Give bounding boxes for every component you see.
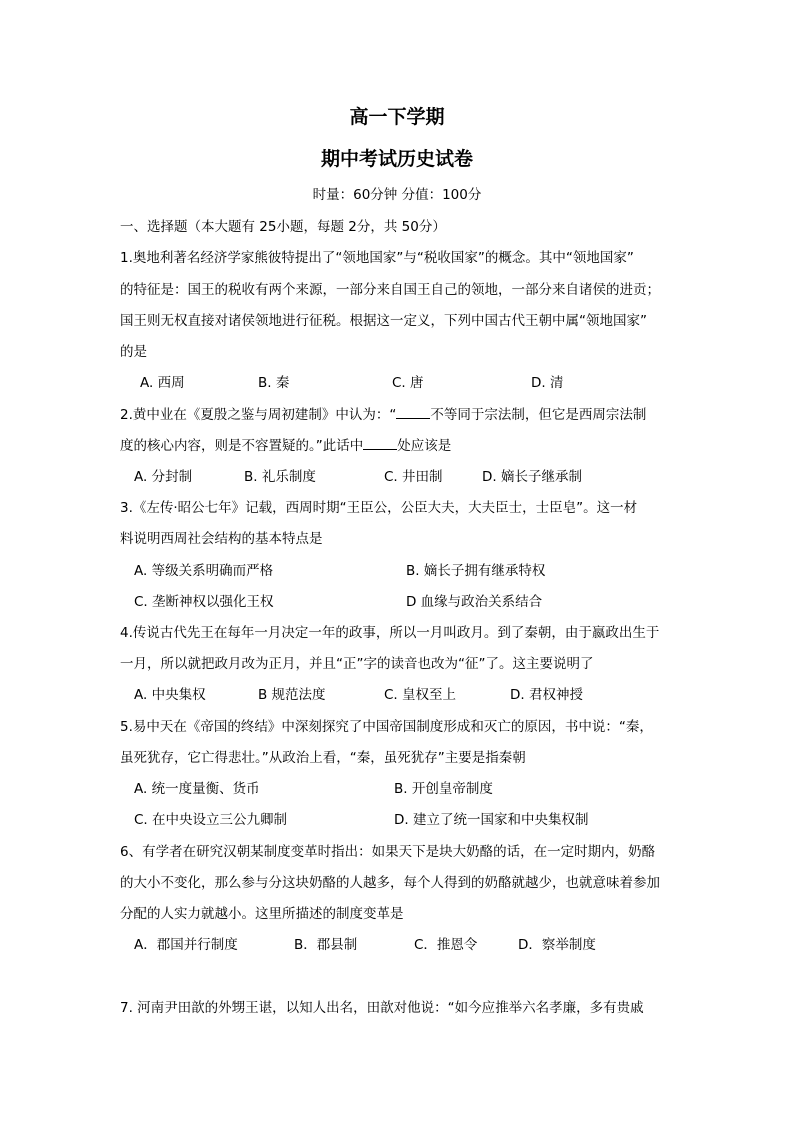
q3-line-1: 3.《左传·昭公七年》记载，西周时期“王臣公，公臣大夫，大夫臣士，士臣皂”。这一材 (120, 500, 638, 516)
q1-option-b: B. 秦 (258, 375, 290, 391)
q7-line-1: 7. 河南尹田歆的外甥王谌，以知人出名，田歆对他说：“如今应推举六名孝廉，多有贵戚 (120, 1000, 644, 1016)
page-title: 高一下学期 (349, 106, 445, 128)
q3-option-b: B. 嫡长子拥有继承特权 (406, 563, 546, 579)
q4-line-1: 4.传说古代先王在每年一月决定一年的政事，所以一月叫政月。到了秦朝，由于嬴政出生于 (120, 625, 660, 641)
q2-line-2-part-b: 处应该是 (397, 438, 452, 454)
q5-line-2: 虽死犹存，它亡得悲壮。”从政治上看，“秦，虽死犹存”主要是指秦朝 (120, 750, 526, 766)
section-heading: 一、选择题（本大题有 25小题，每题 2分，共 50分） (120, 219, 446, 235)
q3-option-a: A. 等级关系明确而严格 (134, 563, 274, 579)
exam-meta: 时量：60分钟 分值：100分 (312, 187, 482, 203)
q2-line-1 (120, 406, 646, 424)
q5-option-a: A. 统一度量衡、货币 (134, 781, 260, 797)
q6-option-c: C．推恩令 (414, 937, 478, 953)
q2-line-1-part-b: 不等同于宗法制，但它是西周宗法制 (430, 407, 647, 423)
q3-line-2: 料说明西周社会结构的基本特点是 (120, 531, 323, 547)
q1-option-c: C. 唐 (392, 375, 424, 391)
q6-line-2: 的大小不变化，那么参与分这块奶酪的人越多，每个人得到的奶酪就越少，也就意味着参加 (120, 875, 660, 891)
q2-blank-1 (396, 406, 430, 419)
q2-line-2 (120, 437, 451, 455)
q2-line-1-part-a: 2.黄中业在《夏殷之鉴与周初建制》中认为：“ (120, 407, 397, 423)
q2-line-2-part-a: 度的核心内容，则是不容置疑的。”此话中 (120, 438, 364, 454)
q6-option-a: A．郡国并行制度 (134, 937, 238, 953)
q2-blank-2 (363, 437, 397, 450)
q1-line-2: 的特征是：国王的税收有两个来源，一部分来自国王自己的领地，一部分来自诸侯的进贡； (120, 282, 660, 298)
q1-option-d: D. 清 (531, 375, 564, 391)
q4-option-c: C. 皇权至上 (384, 687, 457, 703)
q4-option-b: B 规范法度 (258, 687, 326, 703)
q5-option-d: D. 建立了统一国家和中央集权制 (394, 812, 589, 828)
q2-option-b: B. 礼乐制度 (244, 469, 316, 485)
q5-line-1: 5.易中天在《帝国的终结》中深刻探究了中国帝国制度形成和灭亡的原因，书中说：“秦， (120, 719, 653, 735)
q4-option-a: A. 中央集权 (134, 687, 206, 703)
page-subtitle: 期中考试历史试卷 (320, 148, 473, 170)
q2-option-c: C. 井田制 (384, 469, 443, 485)
q1-line-3: 国王则无权直接对诸侯领地进行征税。根据这一定义，下列中国古代王朝中属“领地国家” (120, 313, 647, 329)
q6-line-3: 分配的人实力就越小。这里所描述的制度变革是 (120, 906, 404, 922)
q1-option-a: A. 西周 (140, 375, 185, 391)
q4-option-d: D. 君权神授 (510, 687, 583, 703)
q2-option-a: A. 分封制 (134, 469, 193, 485)
q6-option-b: B．郡县制 (294, 937, 358, 953)
q5-option-b: B. 开创皇帝制度 (394, 781, 493, 797)
q6-option-d: D．察举制度 (518, 937, 596, 953)
q5-option-c: C. 在中央设立三公九卿制 (134, 812, 288, 828)
q2-option-d: D. 嫡长子继承制 (482, 469, 582, 485)
q3-option-d: D 血缘与政治关系结合 (406, 594, 543, 610)
q6-line-1: 6、有学者在研究汉朝某制度变革时指出：如果天下是块大奶酪的话，在一定时期内，奶酪 (120, 844, 656, 860)
q1-line-1: 1.奥地利著名经济学家熊彼特提出了“领地国家”与“税收国家”的概念。其中“领地国家” (120, 250, 634, 266)
q3-option-c: C. 垄断神权以强化王权 (134, 594, 274, 610)
q1-line-4: 的是 (120, 344, 147, 360)
q4-line-2: 一月，所以就把政月改为正月，并且“正”字的读音也改为“征”了。这主要说明了 (120, 656, 594, 672)
